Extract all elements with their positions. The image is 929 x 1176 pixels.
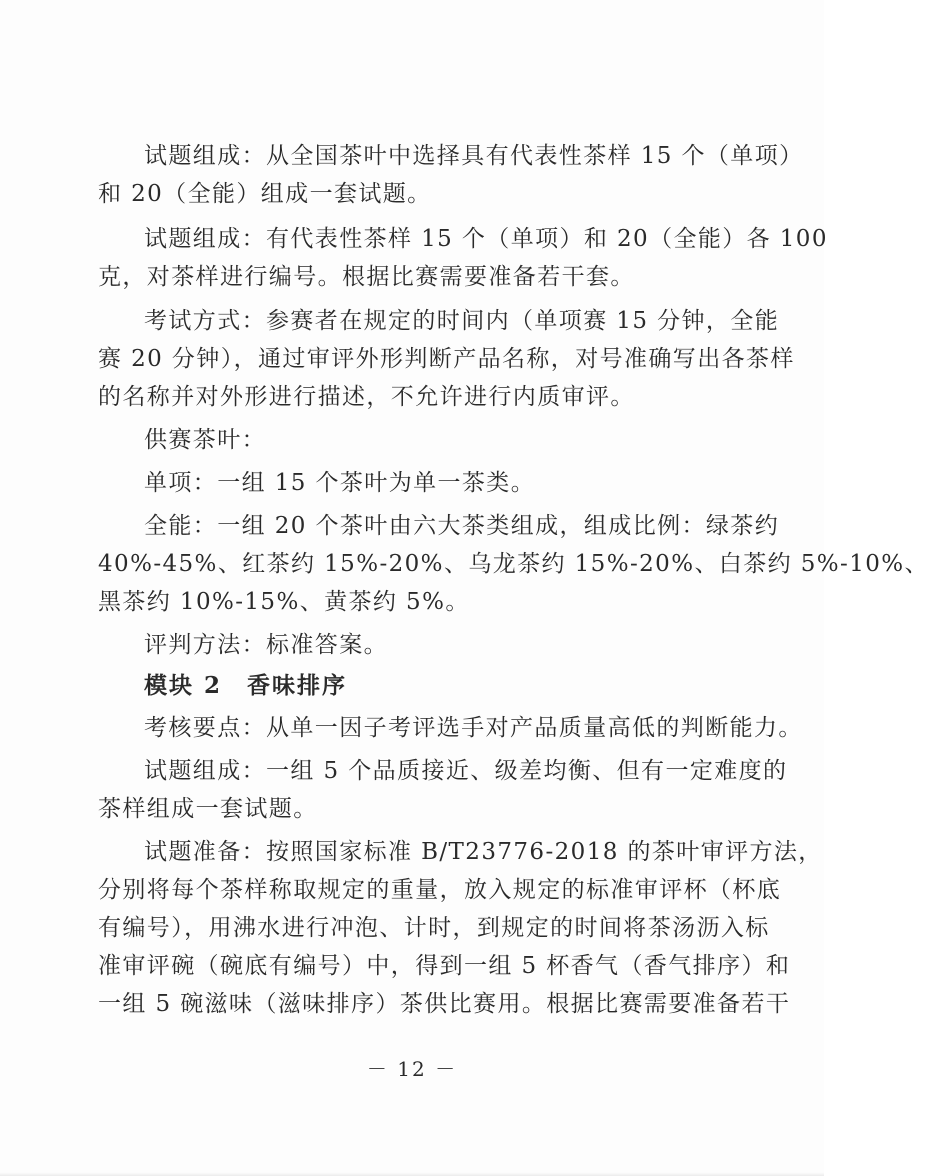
paragraph-line: 分别将每个茶样称取规定的重量，放入规定的标准审评杯（杯底 [98, 877, 782, 903]
paragraph-line: 试题准备：按照国家标准 B/T23776-2018 的茶叶审评方法， [144, 839, 823, 865]
paragraph-line: 40%-45%、红茶约 15%-20%、乌龙茶约 15%-20%、白茶约 5%-10%、 [98, 551, 929, 577]
paragraph-line: 试题组成：一组 5 个品质接近、级差均衡、但有一定难度的 [144, 758, 788, 784]
paragraph-line: 一组 5 碗滋味（滋味排序）茶供比赛用。根据比赛需要准备若干 [98, 991, 791, 1017]
paragraph-line: 克，对茶样进行编号。根据比赛需要准备若干套。 [98, 264, 635, 290]
paragraph-line: 全能：一组 20 个茶叶由六大茶类组成，组成比例：绿茶约 [144, 513, 780, 539]
scan-edge [0, 1172, 824, 1176]
paragraph-line: 评判方法：标准答案。 [144, 632, 388, 658]
paragraph-line: 供赛茶叶： [144, 427, 266, 453]
paragraph-line: 茶样组成一套试题。 [98, 796, 318, 822]
section-heading: 模块 2 香味排序 [144, 672, 348, 699]
paragraph-line: 考核要点：从单一因子考评选手对产品质量高低的判断能力。 [144, 715, 803, 741]
paragraph-line: 试题组成：有代表性茶样 15 个（单项）和 20（全能）各 100 [144, 226, 828, 252]
paragraph-line: 和 20（全能）组成一套试题。 [98, 181, 432, 207]
paragraph-line: 准审评碗（碗底有编号）中，得到一组 5 杯香气（香气排序）和 [98, 953, 791, 979]
paragraph-line: 单项：一组 15 个茶叶为单一茶类。 [144, 470, 536, 496]
paragraph-line: 的名称并对外形进行描述，不允许进行内质审评。 [98, 384, 635, 410]
paragraph-line: 考试方式：参赛者在规定的时间内（单项赛 15 分钟，全能 [144, 308, 780, 334]
paragraph-line: 黑茶约 10%-15%、黄茶约 5%。 [98, 589, 470, 615]
page-number: － 12 － [366, 1057, 458, 1081]
paragraph-line: 试题组成：从全国茶叶中选择具有代表性茶样 15 个（单项） [144, 143, 804, 169]
paragraph-line: 有编号），用沸水进行冲泡、计时，到规定的时间将茶汤沥入标 [98, 915, 770, 941]
paragraph-line: 赛 20 分钟），通过审评外形判断产品名称，对号准确写出各茶样 [98, 346, 795, 372]
